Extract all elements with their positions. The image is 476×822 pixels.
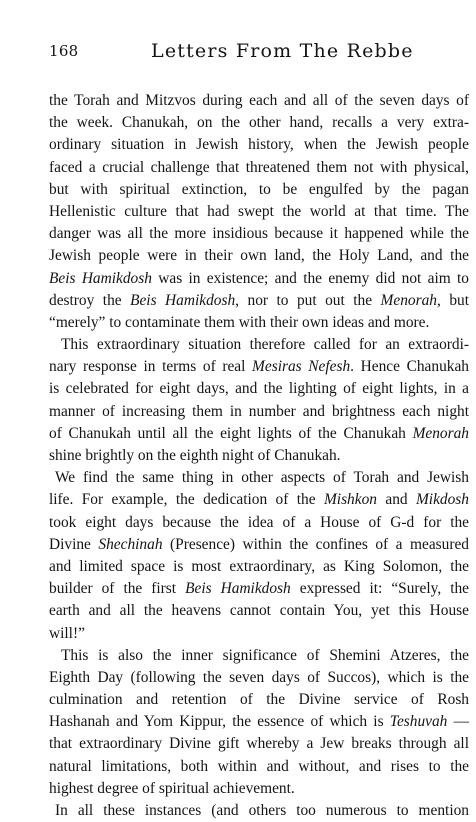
italic-term: Mesiras Nefesh xyxy=(252,358,351,376)
running-head: Letters From The Rebbe xyxy=(151,40,414,62)
text-run: but with spiritual extinction, to be engulfed by the pagan xyxy=(49,180,469,198)
text-line xyxy=(49,245,469,267)
text-run: will!” xyxy=(49,624,85,642)
text-run: culmination and retention of the Divine service of Rosh xyxy=(49,691,469,709)
text-line xyxy=(49,157,469,179)
text-run: nary response in terms of real xyxy=(49,358,253,376)
text-line xyxy=(49,112,469,134)
text-line xyxy=(49,534,469,556)
text-line xyxy=(49,378,469,400)
text-line xyxy=(49,578,469,600)
italic-term: Beis Hamikdosh xyxy=(185,580,291,598)
text-run: destroy the xyxy=(49,291,131,309)
text-line xyxy=(49,401,469,423)
text-run: natural limitations, both within and without, and rises to the xyxy=(49,757,469,775)
text-line xyxy=(49,733,469,755)
text-run: expressed it: “Surely, the xyxy=(290,580,470,598)
text-line xyxy=(49,512,469,534)
text-run: We find the same thing in other aspects of Torah and Jewish xyxy=(55,469,469,487)
text-line xyxy=(49,800,469,822)
text-run: This is also the inner significance of Shemini Atzeres, the xyxy=(61,646,469,664)
text-run: — xyxy=(447,713,469,731)
text-line xyxy=(49,689,469,711)
text-line xyxy=(49,623,469,645)
text-run: that extraordinary Divine gift whereby a Jew breaks through all xyxy=(49,735,469,753)
text-run: was in existence; and the enemy did not aim to xyxy=(151,269,470,287)
text-run: faced a crucial challenge that threatened them not with physical, xyxy=(49,158,469,176)
text-line xyxy=(49,778,469,800)
text-run: manner of increasing them in number and brightness each night xyxy=(49,402,469,420)
text-line xyxy=(49,201,469,223)
text-run: Jewish people were in their own land, the Holy Land, and the xyxy=(49,247,469,265)
page-header xyxy=(49,42,469,68)
italic-term: Menorah xyxy=(412,424,469,442)
text-line xyxy=(49,312,469,334)
text-run: In all these instances (and others too numerous to mention xyxy=(55,802,469,819)
text-run: , but xyxy=(436,291,469,309)
text-line xyxy=(49,667,469,689)
text-line xyxy=(49,223,469,245)
text-run: earth and all the heavens cannot contain You, yet this House xyxy=(49,602,469,620)
text-run: This extraordinary situation therefore called for an extraordi- xyxy=(61,336,469,354)
page-number: 168 xyxy=(49,42,79,60)
text-run: builder of the first xyxy=(49,580,186,598)
text-line xyxy=(49,134,469,156)
text-run: the week. Chanukah, on the other hand, recalls a very extra- xyxy=(49,114,469,132)
text-line xyxy=(49,711,469,733)
text-line xyxy=(49,356,469,378)
text-run: took eight days because the idea of a House of G-d for the xyxy=(49,513,469,531)
text-run: and limited space is most extraordinary, as King Solomon, the xyxy=(49,557,469,575)
text-run: Eighth Day (following the seven days of Succos), which is the xyxy=(49,668,469,686)
italic-term: Shechinah xyxy=(98,535,163,553)
text-run: Hellenistic culture that had swept the world at that time. The xyxy=(49,202,469,220)
text-line xyxy=(49,334,469,356)
text-line xyxy=(49,645,469,667)
body-text xyxy=(49,90,469,822)
italic-term: Mikdosh xyxy=(415,491,469,509)
text-run: , nor to put out the xyxy=(235,291,381,309)
italic-term: Beis Hamikdosh xyxy=(49,269,152,287)
text-line xyxy=(49,90,469,112)
text-run: ordinary situation in Jewish history, when the Jewish people xyxy=(49,136,469,154)
text-run: and xyxy=(376,491,416,509)
text-line xyxy=(49,268,469,290)
text-line xyxy=(49,489,469,511)
italic-term: Menorah xyxy=(380,291,437,309)
text-run: (Presence) within the confines of a measured xyxy=(162,535,469,553)
text-line xyxy=(49,445,469,467)
text-run: Hashanah and Yom Kippur, the essence of which is xyxy=(49,713,390,731)
text-line xyxy=(49,179,469,201)
text-line xyxy=(49,467,469,489)
text-run: is celebrated for eight days, and the lighting of eight lights, in a xyxy=(49,380,469,398)
italic-term: Teshuvah xyxy=(389,713,448,731)
text-run: danger was all the more insidious because it happened while the xyxy=(49,225,469,243)
text-run: Divine xyxy=(49,535,99,553)
text-line xyxy=(49,600,469,622)
italic-term: Beis Hamikdosh xyxy=(130,291,236,309)
text-line xyxy=(49,556,469,578)
text-run: of Chanukah until all the eight lights of the Chanukah xyxy=(49,424,413,442)
text-line xyxy=(49,290,469,312)
italic-term: Mishkon xyxy=(323,491,377,509)
text-run: . Hence Chanukah xyxy=(350,358,469,376)
text-run: life. For example, the dedication of the xyxy=(49,491,324,509)
text-run: highest degree of spiritual achievement. xyxy=(49,779,295,797)
text-line xyxy=(49,756,469,778)
text-run: “merely” to contaminate them with their own ideas and more. xyxy=(49,313,430,331)
text-run: the Torah and Mitzvos during each and all of the seven days of xyxy=(49,92,469,109)
text-line xyxy=(49,423,469,445)
text-run: shine brightly on the eighth night of Chanukah. xyxy=(49,447,341,464)
